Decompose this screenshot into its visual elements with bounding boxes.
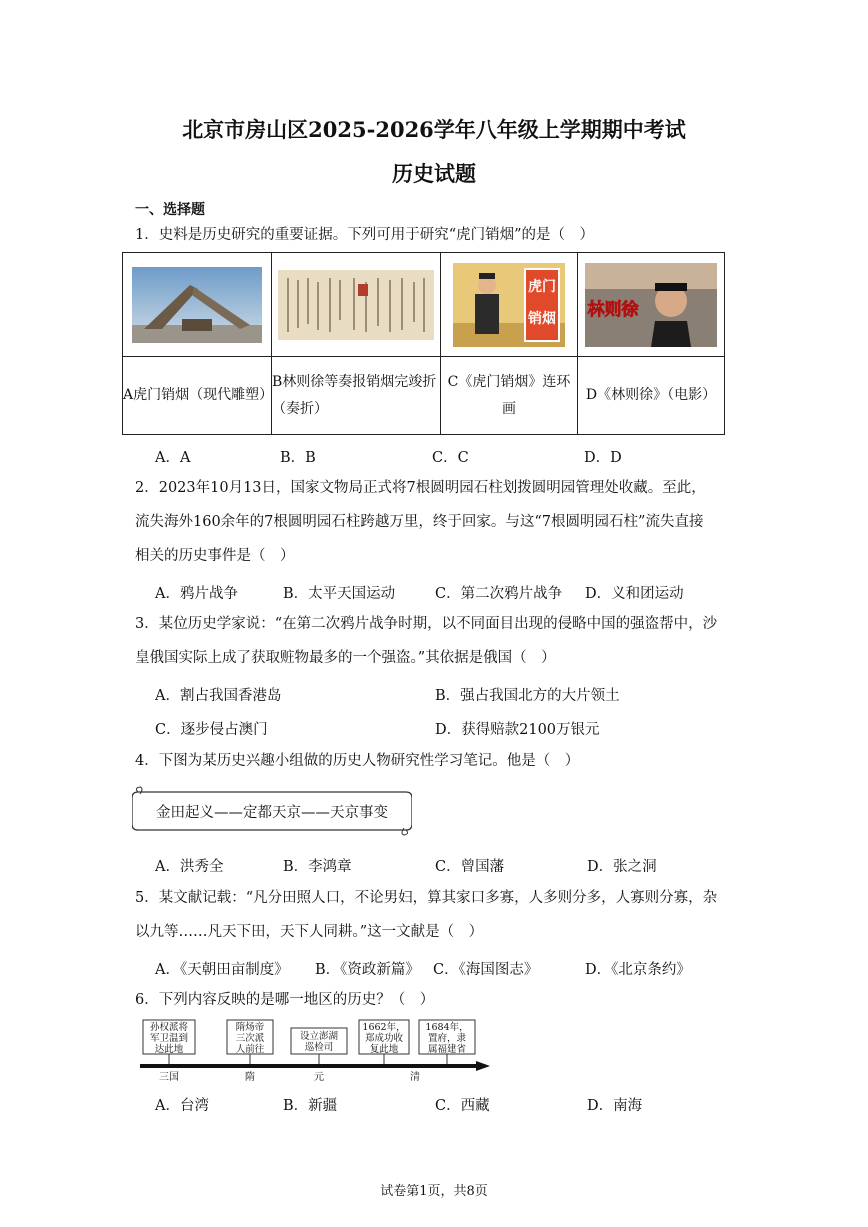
svg-text:郑成功收: 郑成功收 [364,1033,404,1044]
timeline-box-4: 1662年， [362,1022,406,1033]
q2-line-3: 相关的历史事件是（ ） [135,548,295,564]
q3-option-b[interactable]: B．强占我国北方的大片领土 [435,688,620,704]
q1-cell-d-image [578,253,725,357]
timeline-box-5: 1684年， [425,1022,469,1033]
q1-option-a[interactable]: A．A [155,450,191,466]
timeline-box-2: 隋炀帝 [235,1022,265,1033]
svg-text:人前往: 人前往 [235,1044,265,1055]
era-label-yuan: 元 [314,1072,324,1083]
sculpture-image [132,267,262,343]
q5-option-c[interactable]: C．《海国图志》 [433,962,539,978]
era-label-qing: 清 [410,1072,420,1083]
q2-line-1: 2．2023年10月13日，国家文物局正式将7根圆明园石柱划拨圆明园管理处收藏。至此， [135,480,706,496]
q4-options [155,855,657,876]
q6-option-c[interactable]: C．西藏 [435,1098,490,1114]
q3-option-d[interactable]: D．获得赔款2100万银元 [435,722,600,738]
q5-line-1: 5．某文献记载：“凡分田照人口，不论男妇，算其家口多寡，人多则分多，人寡则分寡，杂 [135,890,718,906]
svg-text:销烟: 销烟 [528,310,556,327]
q1-stem: 1．史料是历史研究的重要证据。下列可用于研究“虎门销烟”的是（ ） [135,227,595,243]
comic-poster-image [453,263,565,347]
q2-option-a[interactable]: A．鸦片战争 [155,586,238,602]
q5-stem [135,881,755,949]
svg-text:林则徐: 林则徐 [587,299,639,320]
q1-option-c[interactable]: C．C [432,450,469,466]
q2-line-2: 流失海外160余年的7根圆明园石柱跨越万里，终于回家。与这“7根圆明园石柱”流失直接 [135,514,704,530]
q6-options [155,1094,642,1115]
q4-option-c[interactable]: C．曾国藩 [435,859,505,875]
q3-option-c[interactable]: C．逐步侵占澳门 [155,722,268,738]
q3-options-row1 [155,684,620,705]
svg-text:复此地: 复此地 [369,1044,399,1055]
q1-option-d[interactable]: D．D [584,450,622,466]
q1-option-b-caption: B林则徐等奏报销烟完竣折（奏折） [272,357,441,435]
svg-text:置府，隶: 置府，隶 [427,1033,467,1044]
section-heading: 一、选择题 [135,202,205,218]
q5-option-d[interactable]: D．《北京条约》 [585,962,691,978]
svg-text:虎门: 虎门 [528,278,556,295]
film-poster-image [585,263,717,347]
q4-option-a[interactable]: A．洪秀全 [155,859,224,875]
exam-subtitle: 历史试题 [392,161,476,186]
q3-option-a[interactable]: A．割占我国香港岛 [155,688,282,704]
q3-stem [135,607,755,675]
timeline-box-3: 设立澎湖 [299,1031,339,1042]
q3-line-2: 皇俄国实际上成了获取赃物最多的一个强盗。”其依据是俄国（ ） [135,650,556,666]
q5-options [155,958,691,979]
q1-cell-b-image [272,253,441,357]
q6-option-d[interactable]: D．南海 [587,1098,643,1114]
timeline-box-1: 孙权派将 [149,1022,189,1033]
era-label-sanguo: 三国 [159,1072,179,1083]
svg-text:三次派: 三次派 [235,1033,265,1044]
q2-stem [135,471,755,573]
q1-option-b[interactable]: B．B [280,450,316,466]
memorial-document-image [278,270,434,340]
q5-option-a[interactable]: A．《天朝田亩制度》 [155,962,289,978]
q2-option-c[interactable]: C．第二次鸦片战争 [435,586,563,602]
q5-line-2: 以九等……凡天下田，天下人同耕。”这一文献是（ ） [135,924,484,940]
q4-option-b[interactable]: B．李鸿章 [283,859,352,875]
scroll-text: 金田起义——定都天京——天京事变 [156,805,388,821]
q1-option-c-caption: C《虎门销烟》连环画 [441,357,578,435]
q6-timeline [140,1018,490,1084]
q4-stem: 4．下图为某历史兴趣小组做的历史人物研究性学习笔记。他是（ ） [135,753,580,769]
q1-option-a-caption: A虎门销烟（现代雕塑） [123,357,272,435]
q3-options-row2 [155,718,600,739]
era-label-sui: 隋 [245,1072,255,1083]
q3-line-1: 3．某位历史学家说：“在第二次鸦片战争时期，以不同面目出现的侵略中国的强盗帮中，沙 [135,616,718,632]
q2-option-d[interactable]: D．义和团运动 [585,586,684,602]
svg-text:达此地: 达此地 [154,1044,184,1055]
q2-option-b[interactable]: B．太平天国运动 [283,586,396,602]
svg-text:军卫温到: 军卫温到 [149,1033,189,1044]
q1-cell-a-image [123,253,272,357]
study-note-scroll [132,786,412,836]
svg-text:属福建省: 属福建省 [427,1044,467,1055]
exam-title: 北京市房山区2025-2026学年八年级上学期期中考试 [182,117,686,142]
q5-option-b[interactable]: B．《资政新篇》 [315,962,420,978]
svg-text:巡检司: 巡检司 [304,1042,334,1053]
page-footer: 试卷第1页，共8页 [380,1184,488,1199]
q1-option-d-caption: D《林则徐》（电影） [578,357,725,435]
q1-options [155,446,622,467]
q6-option-a[interactable]: A．台湾 [155,1098,209,1114]
q6-stem: 6．下列内容反映的是哪一地区的历史？（ ） [135,992,435,1008]
q6-option-b[interactable]: B．新疆 [283,1098,338,1114]
q1-cell-c-image [441,253,578,357]
q2-options [155,582,684,603]
q4-option-d[interactable]: D．张之洞 [587,859,657,875]
q1-image-table [122,252,725,435]
